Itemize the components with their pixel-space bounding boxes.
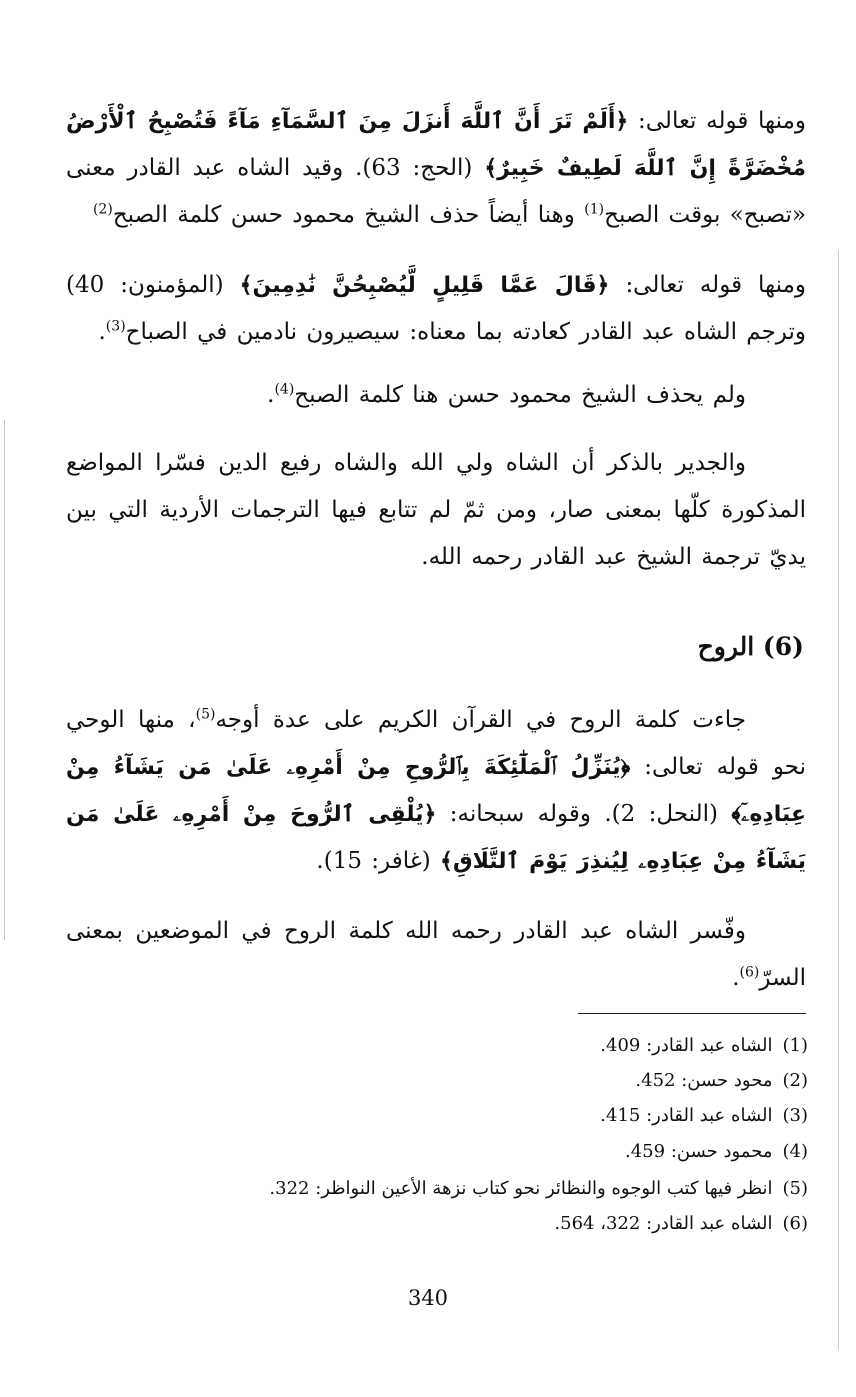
- footnote-ref-5: (5): [195, 706, 216, 723]
- paragraph-3-body: ولم يحذف الشيخ محمود حسن هنا كلمة الصبح: [294, 382, 746, 408]
- section-heading-ruh: (6) الروح: [697, 632, 804, 661]
- right-page-edge: [838, 250, 839, 1350]
- footnote-text: الشاه عبد القادر: 409.: [600, 1035, 773, 1056]
- footnote-ref-4: (4): [274, 381, 295, 398]
- footnote-4: [150, 1140, 808, 1164]
- paragraph-5-end: (غافر: 15).: [316, 848, 431, 874]
- footnote-text: محود حسن: 452.: [635, 1070, 773, 1091]
- footnote-ref-1: (1): [584, 201, 605, 218]
- footnote-number: (1): [782, 1035, 808, 1056]
- quran-verse-hajj-63: ﴿أَلَمْ تَرَ أَنَّ ٱللَّهَ أَنزَلَ مِنَ ٱلسَّمَآءِ مَآءً فَتُصْبِحُ ٱلْأَرْضُ مُخْضَرَّةً إِنَّ ٱللَّهَ لَطِيفٌ خَبِيرٌ﴾: [66, 109, 806, 181]
- footnote-6: [150, 1212, 808, 1236]
- footnote-text: انظر فيها كتب الوجوه والنظائر نحو كتاب نزهة الأعين النواظر: 322.: [269, 1178, 773, 1199]
- quran-verse-nahl-2: ﴿يُنَزِّلُ ٱلْمَلَٰٓئِكَةَ بِٱلرُّوحِ مِنْ أَمْرِهِۦ عَلَىٰ مَن يَشَآءُ مِنْ عِبَادِهِۦٓ﴾: [66, 755, 806, 827]
- page-number: 340: [407, 1286, 449, 1310]
- footnote-number: (2): [782, 1070, 808, 1091]
- paragraph-3: [66, 372, 806, 419]
- footnote-separator: [578, 1013, 806, 1014]
- paragraph-5-start: جاءت كلمة الروح في القرآن الكريم على عدة أوجه: [215, 707, 747, 733]
- footnote-number: (6): [782, 1213, 808, 1234]
- footnote-ref-6: (6): [739, 964, 760, 981]
- paragraph-1-intro: ومنها قوله تعالى:: [638, 108, 807, 134]
- paragraph-6: [66, 908, 806, 1002]
- paragraph-1: [66, 98, 806, 239]
- quran-verse-ghafir-15: ﴿يُلْقِى ٱلرُّوحَ مِنْ أَمْرِهِۦ عَلَىٰ مَن يَشَآءُ مِنْ عِبَادِهِۦ لِيُنذِرَ يَوْمَ ٱلتَّلَاقِ﴾: [66, 802, 806, 874]
- paragraph-1-body-2: وهنا أيضاً حذف الشيخ محمود حسن كلمة الصبح: [112, 202, 575, 228]
- footnote-number: (4): [782, 1141, 808, 1162]
- paragraph-2-body: (المؤمنون: 40) وترجم الشاه عبد القادر كعادته بما معناه: سيصيرون نادمين في الصباح: [66, 272, 806, 345]
- paragraph-5-mid-2: (النحل: 2). وقوله سبحانه:: [449, 801, 718, 827]
- paragraph-2: [66, 262, 806, 356]
- footnote-ref-3: (3): [105, 318, 126, 335]
- paragraph-2-period: .: [98, 319, 106, 345]
- footnote-text: الشاه عبد القادر: 322، 564.: [554, 1213, 773, 1234]
- footnote-number: (5): [782, 1178, 808, 1199]
- left-page-edge: [4, 420, 5, 940]
- paragraph-5: [66, 697, 806, 885]
- footnote-text: الشاه عبد القادر: 415.: [600, 1105, 773, 1126]
- quran-verse-muminun-40: ﴿قَالَ عَمَّا قَلِيلٍ لَّيُصْبِحُنَّ نَٰدِمِينَ﴾: [239, 273, 610, 298]
- footnote-2: [150, 1069, 808, 1093]
- footnote-ref-2: (2): [92, 201, 113, 218]
- footnote-number: (3): [782, 1105, 808, 1126]
- paragraph-4: [66, 440, 806, 581]
- paragraph-2-intro: ومنها قوله تعالى:: [625, 272, 807, 298]
- paragraph-1-body: (الحج: 63). وقيد الشاه عبد القادر معنى «تصبح» بوقت الصبح: [66, 155, 806, 228]
- footnote-text: محمود حسن: 459.: [625, 1141, 773, 1162]
- paragraph-5-mid: ، منها الوحي نحو قوله تعالى:: [66, 707, 807, 780]
- footnote-5: [150, 1177, 808, 1201]
- footnote-3: [150, 1104, 808, 1128]
- paragraph-6-body: وفّسر الشاه عبد القادر رحمه الله كلمة الروح في الموضعين بمعنى السرّ: [66, 918, 806, 991]
- paragraph-4-body: والجدير بالذكر أن الشاه ولي الله والشاه رفيع الدين فسّرا المواضع المذكورة كلّها بمعنى صار، ومن ثمّ لم تتابع فيها الترجمات الأردية التي بين يديّ ترجمة الشيخ عبد القادر رحمه الله.: [66, 450, 806, 570]
- paragraph-3-period: .: [267, 382, 275, 408]
- footnote-1: [150, 1034, 808, 1058]
- paragraph-6-period: .: [732, 965, 740, 991]
